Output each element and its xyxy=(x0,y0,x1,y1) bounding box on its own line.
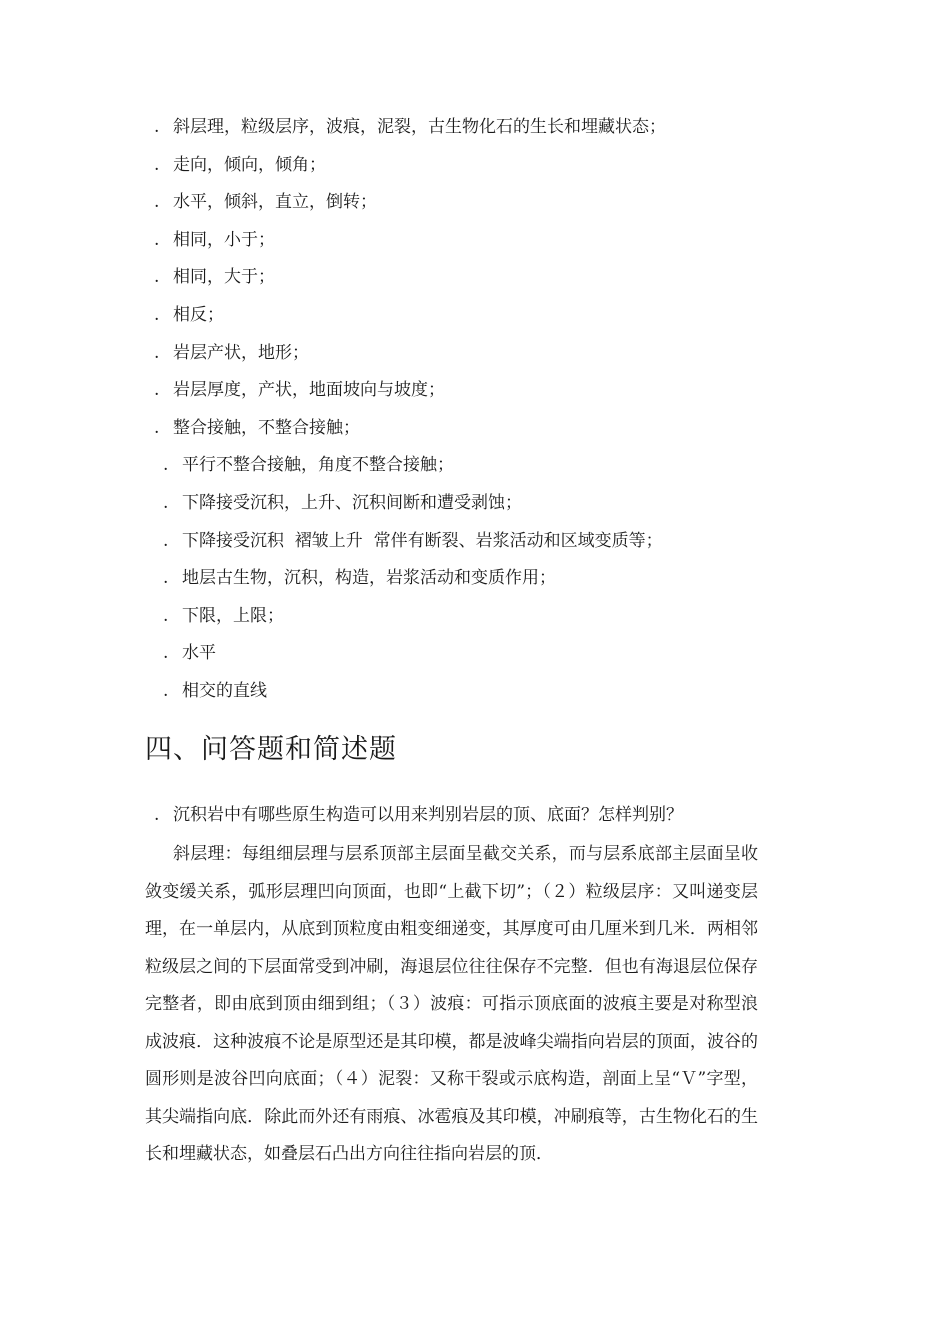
answer-item xyxy=(154,485,794,523)
item-marker: . xyxy=(154,229,160,250)
answer-text: 岩层厚度，产状，地面坡向与坡度； xyxy=(173,380,445,401)
answer-item xyxy=(154,147,794,185)
item-marker: . xyxy=(154,380,160,401)
answer-item xyxy=(154,410,794,448)
answer-item xyxy=(154,598,794,636)
item-marker: . xyxy=(154,192,160,213)
answer-item xyxy=(154,523,794,561)
answer-text: 相交的直线 xyxy=(182,680,267,701)
item-marker: . xyxy=(154,117,160,137)
answer-item xyxy=(154,335,794,373)
item-marker: . xyxy=(154,417,160,438)
answer-text: 平行不整合接触，角度不整合接触； xyxy=(182,455,454,476)
answer-item xyxy=(154,184,794,222)
answer-text: 岩层产状，地形； xyxy=(173,342,309,363)
answer-text: 相同，小于； xyxy=(173,229,275,250)
answer-text: 走向，倾向，倾角； xyxy=(173,154,326,175)
answer-paragraph: 斜层理：每组细层理与层系顶部主层面呈截交关系，而与层系底部主层面呈收敛变缓关系，弧形层理凹向顶面，也即“上截下切”；（２）粒级层序：又叫递变层理，在一单层内，从底到顶粒度由粗变细递变，其厚度可由几厘米到几米．两相邻粒级层之间的下层面常受到冲刷，海退层位往往保存不完整．但也有海退层位保存完整者，即由底到顶由细到组；（３）波痕：可指示顶底面的波痕主要是对称型浪成波痕．这种波痕不论是原型还是其印模，都是波峰尖端指向岩层的顶面，波谷的圆形则是波谷凹向底面；（４）泥裂：又称干裂或示底构造，剖面上呈“Ｖ”字型，其尖端指向底．除此而外还有雨痕、冰雹痕及其印模，冲刷痕等，古生物化石的生长和埋藏状态，如叠层石凸出方向往往指向岩层的顶． xyxy=(145,844,758,1164)
answer-item xyxy=(154,372,794,410)
answer-text: 相同，大于； xyxy=(173,267,275,288)
answer-item xyxy=(154,109,794,147)
answer-item xyxy=(154,635,794,673)
answer-item xyxy=(154,560,794,598)
answer-item xyxy=(154,222,794,260)
answer-text: 水平 xyxy=(182,643,216,664)
section-heading: 四、问答题和简述题 xyxy=(145,734,397,765)
item-marker: . xyxy=(154,154,160,175)
item-marker: . xyxy=(154,805,160,825)
answer-text: 水平，倾斜，直立，倒转； xyxy=(173,192,377,213)
item-marker: . xyxy=(163,568,169,589)
answer-text: 下限，上限； xyxy=(182,605,284,626)
item-marker: . xyxy=(163,605,169,626)
answer-list xyxy=(154,109,794,711)
item-marker: . xyxy=(163,492,169,513)
answer-text: 相反； xyxy=(173,304,224,325)
item-marker: . xyxy=(163,455,169,476)
answer-item xyxy=(154,297,794,335)
answer-text: 下降接受沉积 褶皱上升 常伴有断裂、岩浆活动和区域变质等； xyxy=(182,530,663,551)
answer-text: 斜层理，粒级层序，波痕，泥裂，古生物化石的生长和埋藏状态； xyxy=(173,117,666,137)
answer-item xyxy=(154,259,794,297)
item-marker: . xyxy=(154,342,160,363)
answer-text: 整合接触，不整合接触； xyxy=(173,417,360,438)
answer-item xyxy=(154,447,794,485)
item-marker: . xyxy=(154,304,160,325)
item-marker: . xyxy=(154,267,160,288)
answer-text: 地层古生物，沉积，构造，岩浆活动和变质作用； xyxy=(182,568,556,589)
item-marker: . xyxy=(163,680,169,701)
answer-item xyxy=(154,673,794,711)
item-marker: . xyxy=(163,530,169,551)
question-line xyxy=(154,797,683,834)
answer-text: 下降接受沉积，上升、沉积间断和遭受剥蚀； xyxy=(182,492,522,513)
question-text: 沉积岩中有哪些原生构造可以用来判别岩层的顶、底面？怎样判别？ xyxy=(173,805,683,825)
item-marker: . xyxy=(163,643,169,664)
